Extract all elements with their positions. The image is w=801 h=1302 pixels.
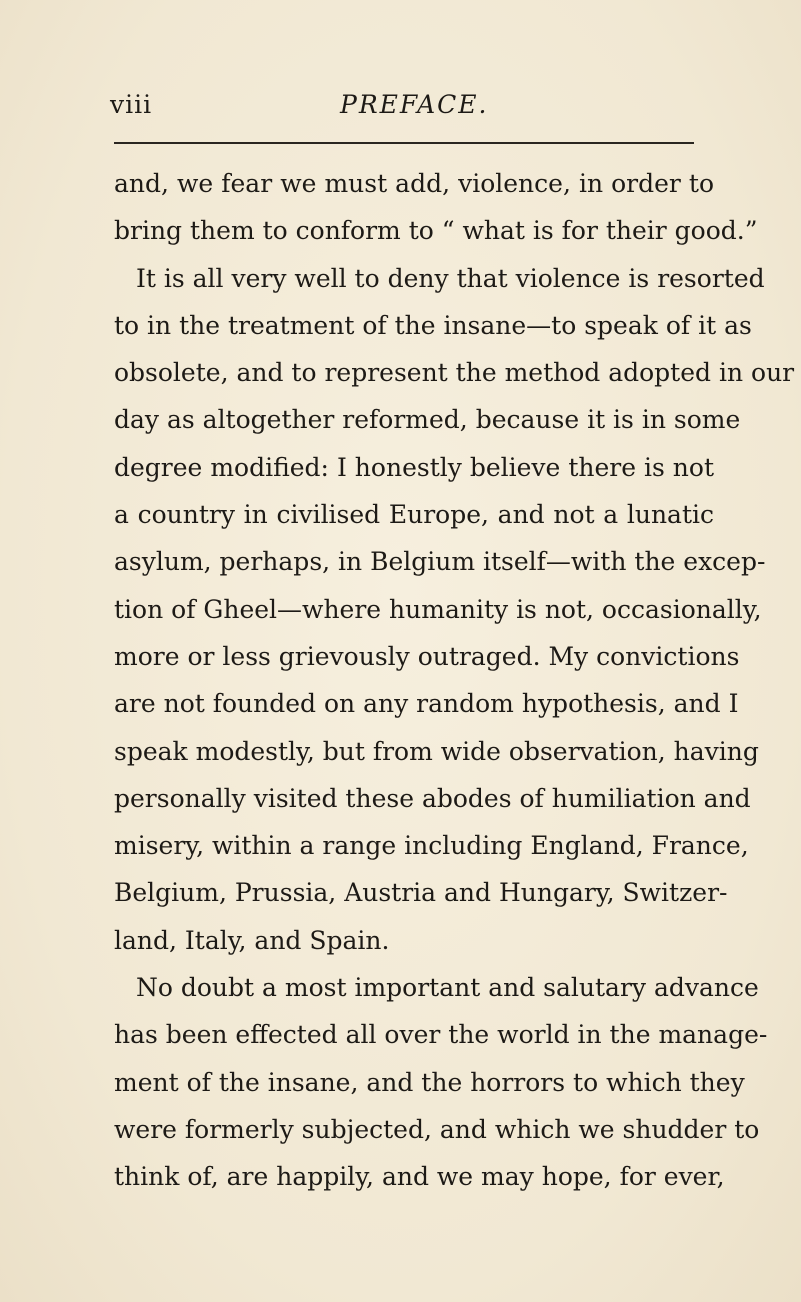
body-text xyxy=(114,160,795,1201)
text-line: misery, within a range including England, France, xyxy=(114,831,749,861)
text-line: ment of the insane, and the horrors to which they xyxy=(114,1067,745,1097)
text-line: land, Italy, and Spain. xyxy=(114,925,390,955)
text-line: bring them to conform to “ what is for their good.” xyxy=(114,216,758,246)
text-line: Belgium, Prussia, Austria and Hungary, Switzer- xyxy=(114,878,728,908)
text-line: tion of Gheel—where humanity is not, occasionally, xyxy=(114,594,762,624)
text-line: degree modified: I honestly believe there is not xyxy=(114,452,714,482)
text-line: think of, are happily, and we may hope, for ever, xyxy=(114,1162,725,1192)
text-line: were formerly subjected, and which we shudder to xyxy=(114,1114,760,1144)
page-number: viii xyxy=(110,90,153,119)
text-line: It is all very well to deny that violence is resorted xyxy=(136,263,765,293)
header-rule xyxy=(114,142,694,144)
text-line: day as altogether reformed, because it is in some xyxy=(114,405,741,435)
text-line: has been effected all over the world in the manage- xyxy=(114,1020,768,1050)
text-line: speak modestly, but from wide observation, having xyxy=(114,736,759,766)
text-line: more or less grievously outraged. My convictions xyxy=(114,641,740,671)
running-title: PREFACE. xyxy=(340,90,489,119)
running-head xyxy=(0,90,801,130)
text-line: to in the treatment of the insane—to speak of it as xyxy=(114,310,752,340)
text-line: No doubt a most important and salutary advance xyxy=(136,973,759,1003)
text-line: a country in civilised Europe, and not a lunatic xyxy=(114,500,714,530)
text-line: and, we fear we must add, violence, in order to xyxy=(114,169,714,198)
text-line: asylum, perhaps, in Belgium itself—with the excep- xyxy=(114,547,766,577)
text-line: obsolete, and to represent the method adopted in our xyxy=(114,358,795,388)
text-line: personally visited these abodes of humiliation and xyxy=(114,783,751,813)
text-line: are not founded on any random hypothesis, and I xyxy=(114,689,739,719)
